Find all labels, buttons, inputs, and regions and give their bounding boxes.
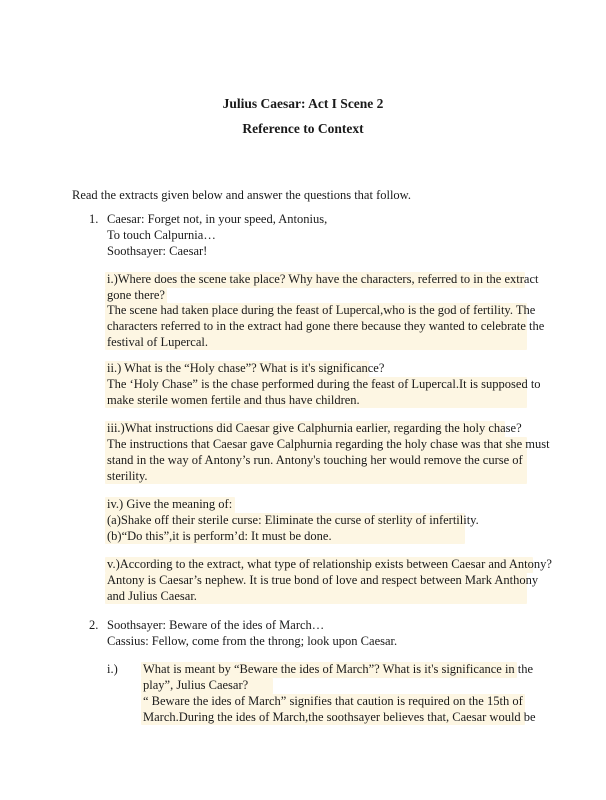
- answer-line: and Julius Caesar.: [107, 589, 197, 603]
- quote-line: Soothsayer: Beware of the ides of March…: [107, 618, 325, 632]
- answer-line: characters referred to in the extract had gone there because they wanted to celebrate the: [107, 319, 545, 333]
- answer-line: March.During the ides of March,the soothsayer believes that, Caesar would be: [143, 710, 536, 724]
- item-number: 1.: [89, 212, 99, 226]
- question-label: i.): [107, 662, 118, 676]
- question-line: ii.) What is the “Holy chase”? What is it's significance?: [107, 361, 385, 375]
- question-line: gone there?: [107, 288, 165, 302]
- answer-line: festival of Lupercal.: [107, 335, 208, 349]
- question-line: iv.) Give the meaning of:: [107, 497, 233, 511]
- answer-line: Antony is Caesar’s nephew. It is true bond of love and respect between Mark Anthony: [107, 573, 539, 587]
- instructions: Read the extracts given below and answer the questions that follow.: [72, 188, 412, 202]
- answer-line: The ‘Holy Chase” is the chase performed during the feast of Lupercal.It is supposed to: [107, 377, 541, 391]
- answer-line: make sterile women fertile and thus have children.: [107, 393, 360, 407]
- quote-line: Cassius: Fellow, come from the throng; look upon Caesar.: [107, 634, 398, 648]
- answer-line: sterility.: [107, 469, 148, 483]
- document-title: Julius Caesar: Act I Scene 2: [222, 96, 384, 111]
- item-number: 2.: [89, 618, 99, 632]
- answer-line: (b)“Do this”,it is perform’d: It must be done.: [107, 529, 332, 543]
- document-subtitle: Reference to Context: [242, 121, 364, 136]
- answer-line: “ Beware the ides of March” signifies that caution is required on the 15th of: [143, 694, 523, 708]
- question-line: iii.)What instructions did Caesar give Calphurnia earlier, regarding the holy chase?: [107, 421, 522, 435]
- answer-line: The instructions that Caesar gave Calphurnia regarding the holy chase was that she must: [107, 437, 550, 451]
- question-line: i.)Where does the scene take place? Why have the characters, referred to in the extract: [107, 272, 539, 286]
- quote-line: To touch Calpurnia…: [107, 228, 216, 242]
- answer-line: (a)Shake off their sterile curse: Eliminate the curse of sterlity of infertility.: [107, 513, 479, 527]
- question-line: What is meant by “Beware the ides of March”? What is it's significance in the: [143, 662, 534, 676]
- quote-line: Soothsayer: Caesar!: [107, 244, 208, 258]
- answer-line: stand in the way of Antony’s run. Antony's touching her would remove the curse of: [107, 453, 523, 467]
- answer-line: The scene had taken place during the feast of Lupercal,who is the god of fertility. The: [107, 303, 536, 317]
- quote-line: Caesar: Forget not, in your speed, Antonius,: [107, 212, 328, 226]
- question-line: v.)According to the extract, what type of relationship exists between Caesar and Antony?: [107, 557, 552, 571]
- question-line: play”, Julius Caesar?: [143, 678, 249, 692]
